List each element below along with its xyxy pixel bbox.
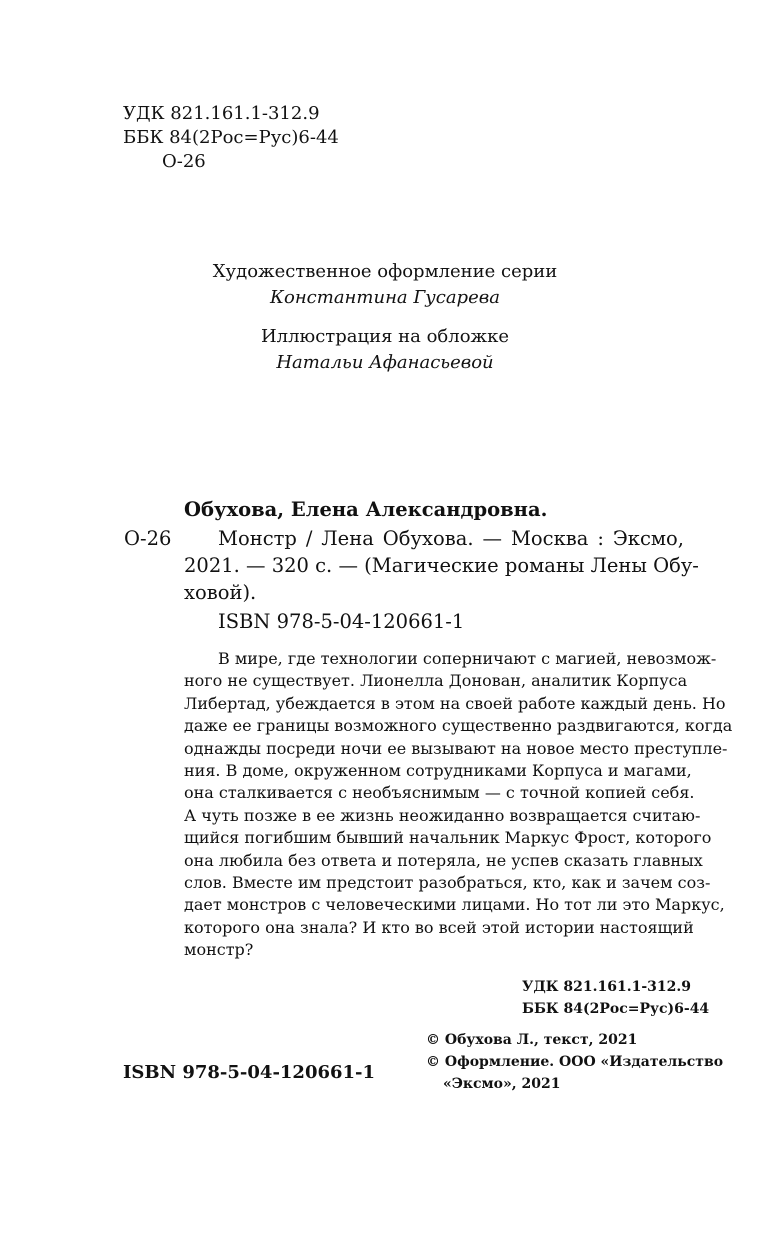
udk-code: УДК 821.161.1-312.9: [123, 103, 320, 124]
bibliography-line: 2021. — 320 с. — (Магические романы Лены Обу-: [184, 554, 699, 577]
bibliography-mark: О-26: [124, 527, 172, 550]
series-design-label: Художественное оформление серии: [212, 261, 558, 282]
annotation-line: монстр?: [184, 940, 254, 960]
annotation-line: Либертад, убеждается в этом на своей работе каждый день. Но: [184, 693, 726, 713]
annotation-line: А чуть позже в ее жизнь неожиданно возвращается считаю-: [184, 805, 701, 825]
copyright-text: © Обухова Л., текст, 2021: [426, 1032, 638, 1048]
footer-isbn: ISBN 978-5-04-120661-1: [123, 1062, 376, 1083]
annotation-line: ния. В доме, окруженном сотрудниками Корпуса и магами,: [184, 761, 692, 781]
cover-illustration-name: Натальи Афанасьевой: [276, 352, 494, 373]
annotation-line: В мире, где технологии соперничают с магией, невозмож-: [218, 649, 717, 668]
annotation-line: она любила без ответа и потеряла, не успев сказать главных: [184, 850, 703, 870]
copyright-design-line-1: © Оформление. ООО «Издательство: [426, 1054, 724, 1070]
bbk-code: ББК 84(2Рос=Рус)6-44: [123, 127, 339, 148]
bottom-bbk-code: ББК 84(2Рос=Рус)6-44: [522, 1001, 710, 1017]
bottom-udk-code: УДК 821.161.1-312.9: [522, 979, 692, 995]
annotation-line: которого она знала? И кто во всей этой истории настоящий: [184, 917, 694, 937]
bibliography-line: Монстр / Лена Обухова. — Москва : Эксмо,: [218, 527, 684, 550]
annotation-line: дает монстров с человеческими лицами. Но тот ли это Маркус,: [184, 895, 725, 915]
copyright-design-line-2: «Эксмо», 2021: [443, 1076, 561, 1092]
author-mark: О-26: [162, 151, 206, 172]
annotation-line: ного не существует. Лионелла Донован, аналитик Корпуса: [184, 671, 688, 691]
annotation-line: щийся погибшим бывший начальник Маркус Фрост, которого: [184, 828, 712, 848]
annotation-line: слов. Вместе им предстоит разобраться, кто, как и зачем соз-: [184, 873, 711, 893]
bibliography-isbn: ISBN 978-5-04-120661-1: [218, 610, 465, 633]
annotation-line: однажды посреди ночи ее вызывают на новое место преступле-: [184, 738, 728, 758]
bibliography-line: ховой).: [184, 581, 257, 604]
bibliography-body: [184, 527, 699, 605]
series-design-name: Константина Гусарева: [270, 287, 500, 308]
annotation-line: она сталкивается с необъяснимым — с точной копией себя.: [184, 783, 695, 803]
annotation: [184, 648, 733, 962]
cover-illustration-label: Иллюстрация на обложке: [260, 326, 510, 347]
annotation-line: даже ее границы возможного существенно раздвигаются, когда: [184, 716, 733, 736]
bibliography-author: Обухова, Елена Александровна.: [184, 498, 548, 521]
